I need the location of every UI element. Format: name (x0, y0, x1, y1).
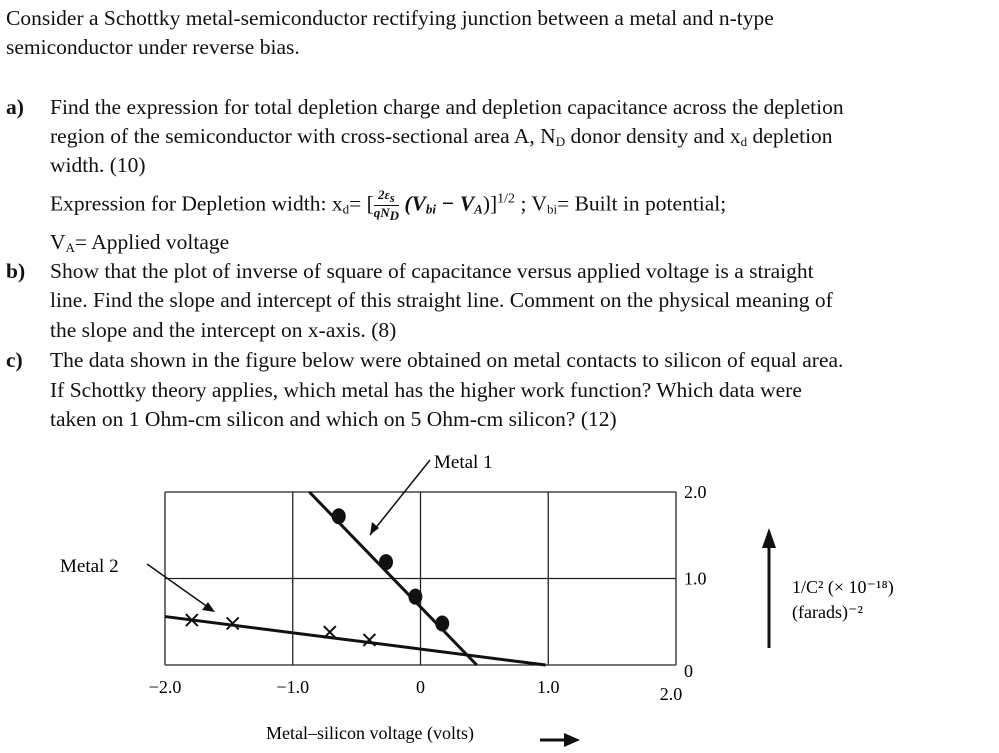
depletion-width-expression: Expression for Depletion width: $x_d=$ [ $\frac{2\varepsilon_s}{qN_D}$ $(V_{bi} - V_A)]^{1/2}$ ; $V_{bi}=$ Built in potential; (50, 187, 727, 224)
x-axis-label: Metal–silicon voltage (volts) (266, 723, 474, 743)
question-b-line-2: line. Find the slope and intercept of this straight line. Comment on the physical meaning of (50, 288, 833, 312)
question-c-label: c) (6, 348, 23, 372)
x-axis-arrowhead (564, 733, 580, 747)
question-a-line-3: width. (10) (50, 153, 146, 177)
intro-line-2: semiconductor under reverse bias. (6, 35, 300, 59)
question-a-line-1: Find the expression for total depletion charge and depletion capacitance across the depletion (50, 95, 844, 119)
series-fit-line (165, 617, 546, 665)
question-c-line-3: taken on 1 Ohm-cm silicon and which on 5 Ohm-cm silicon? (12) (50, 407, 617, 431)
data-point-dot (408, 589, 422, 605)
y-axis-label-units: (farads)⁻² (792, 602, 863, 622)
y-tick-label: 0 (684, 661, 693, 681)
data-point-dot (332, 508, 346, 524)
data-point-dot (435, 615, 449, 631)
series-label-metal-1: Metal 1 (434, 452, 493, 473)
question-b-line-3: the slope and the intercept on x-axis. (8) (50, 318, 397, 342)
metal-1-arrowhead (370, 522, 379, 535)
metal-2-arrow (147, 564, 212, 610)
x-tick-label: 2.0 (659, 684, 683, 704)
applied-voltage-definition: $V_A=$ Applied voltage (50, 230, 230, 255)
intro-line-1: Consider a Schottky metal-semiconductor rectifying junction between a metal and n-type (6, 6, 774, 30)
question-a-label: a) (6, 95, 24, 119)
question-c-line-2: If Schottky theory applies, which metal has the higher work function? Which data were (50, 378, 802, 402)
y-axis-arrowhead (762, 528, 776, 548)
y-tick-label: 1.0 (684, 568, 707, 589)
question-b-label: b) (6, 259, 26, 283)
capacitance-voltage-chart (0, 440, 999, 753)
x-tick-label: −2.0 (148, 677, 182, 697)
question-a-line-2: region of the semiconductor with cross-sectional area A, $N_D$ donor density and $x_d$ depletion (50, 124, 833, 149)
y-axis-label: 1/C² (× 10⁻¹⁸) (792, 577, 894, 597)
x-tick-label: −1.0 (276, 677, 310, 697)
data-point-dot (379, 554, 393, 570)
data-point-cross (363, 634, 375, 646)
question-b-line-1: Show that the plot of inverse of square of capacitance versus applied voltage is a straight (50, 259, 814, 283)
y-tick-label: 2.0 (684, 482, 707, 502)
x-tick-label: 1.0 (537, 677, 560, 697)
series-label-metal-2: Metal 2 (60, 556, 119, 577)
x-tick-label: 0 (416, 677, 425, 697)
question-c-line-1: The data shown in the figure below were obtained on metal contacts to silicon of equal area. (50, 348, 844, 372)
